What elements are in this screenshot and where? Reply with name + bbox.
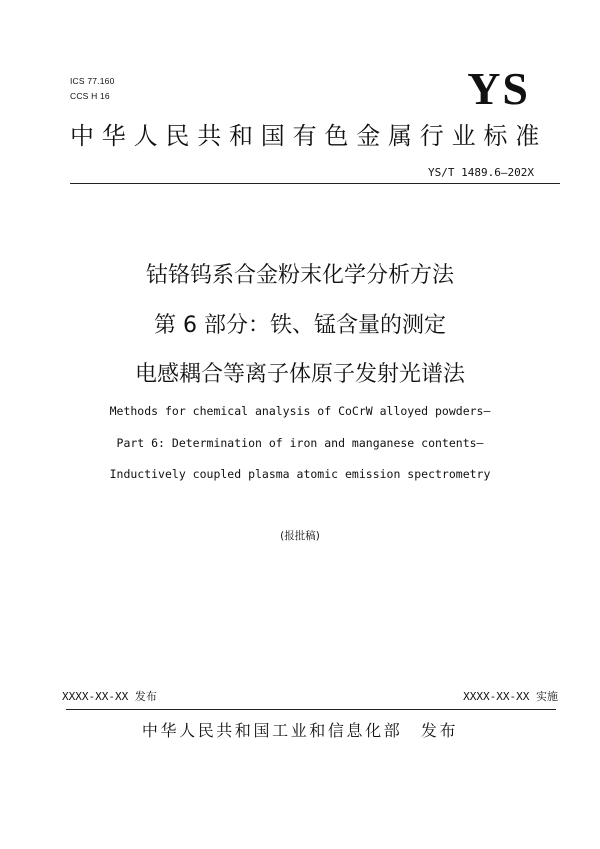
title-en-line-2: Part 6: Determination of iron and manganese contents— xyxy=(116,436,484,450)
footer-divider xyxy=(66,709,556,710)
implementation-date: XXXX-XX-XX 实施 xyxy=(463,690,558,703)
title-cn-line-1: 钴铬钨系合金粉末化学分析方法 xyxy=(145,263,454,288)
publisher: 中华人民共和国工业和信息化部 发布 xyxy=(141,721,459,740)
title-cn-line-2: 第 6 部分：铁、锰含量的测定 xyxy=(154,313,446,338)
ccs-code: CCS H 16 xyxy=(70,91,110,101)
title-en-line-3: Inductively coupled plasma atomic emission spectrometry xyxy=(109,467,491,481)
ys-logo: YS xyxy=(467,63,530,114)
industry-standard-title: 中华人民共和国有色金属行业标准 xyxy=(70,122,547,150)
header-divider xyxy=(70,183,560,184)
title-en-line-1: Methods for chemical analysis of CoCrW alloyed powders— xyxy=(109,404,491,418)
ics-code: ICS 77.160 xyxy=(70,76,115,86)
title-cn-line-3: 电感耦合等离子体原子发射光谱法 xyxy=(134,362,465,387)
release-date: XXXX-XX-XX 发布 xyxy=(62,690,157,703)
standard-number: YS/T 1489.6—202X xyxy=(428,166,534,179)
draft-status: (报批稿) xyxy=(280,530,320,542)
